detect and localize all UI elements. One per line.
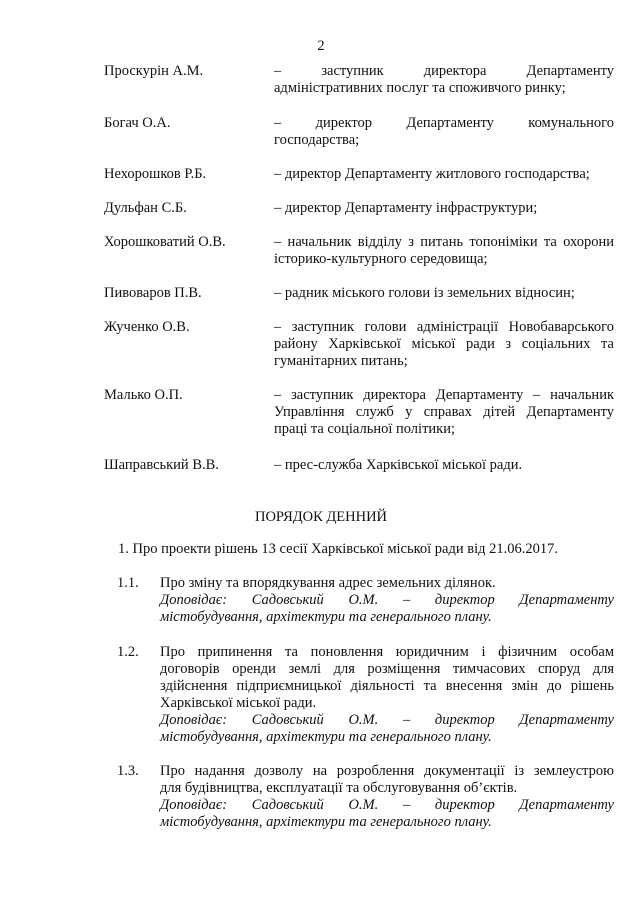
attendee-name: Пивоваров П.В. xyxy=(104,285,202,301)
reporter-department: Департаменту xyxy=(519,712,614,728)
role-line: адміністративних послуг та споживчого ринку; xyxy=(274,80,566,96)
attendee-role xyxy=(274,200,614,217)
item-title-line: Харківської міської ради. xyxy=(160,695,317,711)
attendee-role xyxy=(274,115,614,149)
item-title-line: Про надання дозволу на розроблення документації із землеустрою xyxy=(160,763,614,779)
attendee-name: Нехорошков Р.Б. xyxy=(104,166,207,182)
item-title-line: для будівництва, експлуатації та обслуговування об’єктів. xyxy=(160,780,518,796)
attendee-name: Хорошковатий О.В. xyxy=(104,234,226,250)
role-line: – начальник відділу з питань топоніміки та охорони xyxy=(274,234,614,250)
role-line: – радник міського голови із земельних відносин; xyxy=(274,285,575,301)
item-title-line: договорів оренди землі для розміщення тимчасових споруд для xyxy=(160,661,614,677)
reporter-name: Садовський xyxy=(251,592,324,608)
role-line: – директор Департаменту інфраструктури; xyxy=(274,200,538,216)
attendee-role xyxy=(274,234,614,268)
item-body xyxy=(160,575,614,626)
reporter-tail: містобудування, архітектури та генерального плану. xyxy=(160,609,492,625)
attendee-name: Проскурін А.М. xyxy=(104,63,204,79)
reporter-label: Доповідає: xyxy=(160,592,228,608)
attendee-name: Богач О.А. xyxy=(104,115,171,131)
attendee-name: Шаправський В.В. xyxy=(104,457,219,473)
reporter-label: Доповідає: xyxy=(160,712,228,728)
item-title-line: Про припинення та поновлення юридичним і фізичним особам xyxy=(160,644,614,660)
reporter-line xyxy=(160,797,614,814)
role-line: – директор Департаменту комунального xyxy=(274,115,614,131)
reporter-dash: – xyxy=(402,797,411,813)
item-title-line: здійснення підприємницької діяльності та внесення змін до рішень xyxy=(160,678,614,694)
attendee-name: Жученко О.В. xyxy=(104,319,190,335)
item-number: 1.3. xyxy=(117,763,139,779)
role-line: Управління служб у справах дітей Департаменту xyxy=(274,404,614,420)
role-line: – прес-служба Харківської міської ради. xyxy=(274,457,523,473)
role-line: – заступник директора Департаменту xyxy=(274,63,614,79)
reporter-dash: – xyxy=(402,592,411,608)
reporter-name: Садовський xyxy=(251,797,324,813)
page-number: 2 xyxy=(317,38,325,54)
attendee-role xyxy=(274,457,614,474)
reporter-tail: містобудування, архітектури та генерального плану. xyxy=(160,814,492,830)
agenda-main-item: 1. Про проекти рішень 13 сесії Харківської міської ради від 21.06.2017. xyxy=(118,541,558,557)
item-body xyxy=(160,644,614,746)
attendee-name: Дульфан С.Б. xyxy=(104,200,187,216)
reporter-initials: О.М. xyxy=(348,712,379,728)
attendee-role xyxy=(274,285,614,302)
reporter-position: директор xyxy=(434,592,495,608)
role-line: району Харківської міської ради з соціальних та xyxy=(274,336,614,352)
role-line: господарства; xyxy=(274,132,360,148)
agenda-heading: ПОРЯДОК ДЕННИЙ xyxy=(254,509,388,525)
item-number: 1.2. xyxy=(117,644,139,660)
item-number: 1.1. xyxy=(117,575,139,591)
reporter-position: директор xyxy=(434,712,495,728)
role-line: – директор Департаменту житлового господарства; xyxy=(274,166,590,182)
reporter-tail: містобудування, архітектури та генерального плану. xyxy=(160,729,492,745)
reporter-line xyxy=(160,712,614,729)
role-line: – заступник голови адміністрації Новобаварського xyxy=(274,319,614,335)
attendee-role xyxy=(274,387,614,438)
reporter-line xyxy=(160,592,614,609)
attendee-role xyxy=(274,319,614,370)
role-line: праці та соціальної політики; xyxy=(274,421,455,437)
reporter-name: Садовський xyxy=(251,712,324,728)
reporter-initials: О.М. xyxy=(348,592,379,608)
attendee-role xyxy=(274,166,614,183)
role-line: гуманітарних питань; xyxy=(274,353,408,369)
reporter-position: директор xyxy=(434,797,495,813)
reporter-initials: О.М. xyxy=(348,797,379,813)
attendee-role xyxy=(274,63,614,97)
role-line: історико-культурного середовища; xyxy=(274,251,488,267)
reporter-dash: – xyxy=(402,712,411,728)
item-title-line: Про зміну та впорядкування адрес земельних ділянок. xyxy=(160,575,496,591)
reporter-department: Департаменту xyxy=(519,592,614,608)
reporter-label: Доповідає: xyxy=(160,797,228,813)
item-body xyxy=(160,763,614,831)
attendee-name: Малько О.П. xyxy=(104,387,183,403)
reporter-department: Департаменту xyxy=(519,797,614,813)
role-line: – заступник директора Департаменту – начальник xyxy=(274,387,614,403)
